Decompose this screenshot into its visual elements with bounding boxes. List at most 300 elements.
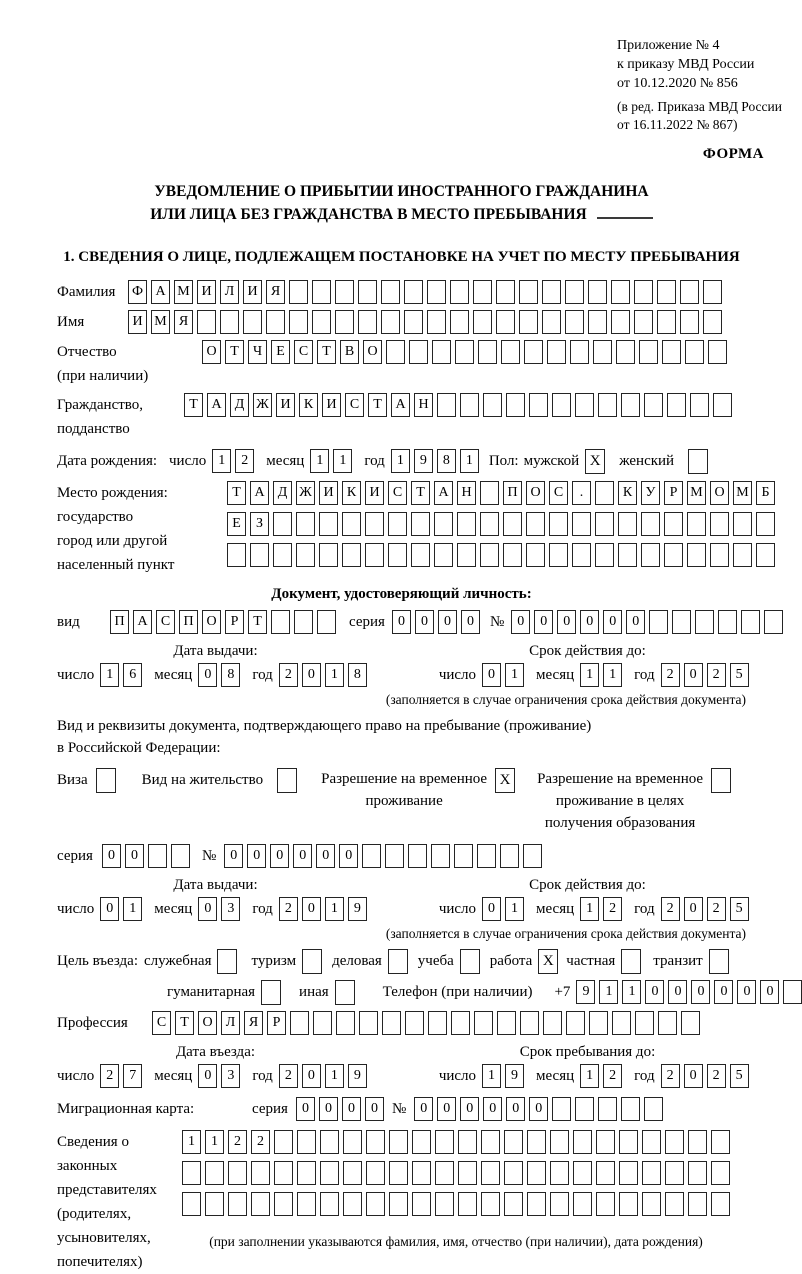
char-box[interactable]: [519, 310, 538, 334]
char-box[interactable]: [519, 280, 538, 304]
char-box[interactable]: [205, 1161, 224, 1185]
char-box[interactable]: [641, 512, 660, 536]
char-box[interactable]: [657, 280, 676, 304]
char-box[interactable]: А: [391, 393, 410, 417]
char-box[interactable]: [312, 310, 331, 334]
char-box[interactable]: М: [687, 481, 706, 505]
char-box[interactable]: [474, 1011, 493, 1035]
char-box[interactable]: 8: [437, 449, 456, 473]
char-box[interactable]: 1: [505, 663, 524, 687]
char-box[interactable]: [320, 1192, 339, 1216]
char-box[interactable]: [529, 393, 548, 417]
char-box[interactable]: [572, 543, 591, 567]
char-box[interactable]: [685, 340, 704, 364]
visa-checkbox[interactable]: [96, 768, 116, 793]
char-box[interactable]: С: [152, 1011, 171, 1035]
char-box[interactable]: Е: [271, 340, 290, 364]
char-box[interactable]: [621, 1097, 640, 1121]
char-box[interactable]: [320, 1161, 339, 1185]
char-box[interactable]: Т: [225, 340, 244, 364]
char-box[interactable]: [687, 543, 706, 567]
char-box[interactable]: [250, 543, 269, 567]
char-box[interactable]: А: [434, 481, 453, 505]
char-box[interactable]: 0: [684, 1064, 703, 1088]
char-box[interactable]: [385, 844, 404, 868]
char-box[interactable]: [388, 512, 407, 536]
char-box[interactable]: 0: [603, 610, 622, 634]
char-box[interactable]: [611, 310, 630, 334]
char-box[interactable]: 0: [534, 610, 553, 634]
char-box[interactable]: 6: [123, 663, 142, 687]
char-box[interactable]: [313, 1011, 332, 1035]
char-box[interactable]: [665, 1161, 684, 1185]
char-box[interactable]: [496, 280, 515, 304]
char-box[interactable]: [718, 610, 737, 634]
char-box[interactable]: [523, 844, 542, 868]
char-box[interactable]: [411, 543, 430, 567]
char-box[interactable]: 2: [707, 663, 726, 687]
char-box[interactable]: [480, 481, 499, 505]
char-box[interactable]: С: [345, 393, 364, 417]
char-box[interactable]: 1: [182, 1130, 201, 1154]
char-box[interactable]: Т: [175, 1011, 194, 1035]
char-box[interactable]: [343, 1130, 362, 1154]
char-box[interactable]: [197, 310, 216, 334]
char-box[interactable]: [504, 1130, 523, 1154]
char-box[interactable]: К: [299, 393, 318, 417]
char-box[interactable]: А: [151, 280, 170, 304]
char-box[interactable]: М: [151, 310, 170, 334]
char-box[interactable]: [496, 310, 515, 334]
char-box[interactable]: Я: [244, 1011, 263, 1035]
char-box[interactable]: 2: [100, 1064, 119, 1088]
char-box[interactable]: [289, 310, 308, 334]
char-box[interactable]: И: [319, 481, 338, 505]
char-box[interactable]: 2: [603, 897, 622, 921]
char-box[interactable]: [251, 1192, 270, 1216]
char-box[interactable]: [527, 1161, 546, 1185]
char-box[interactable]: [550, 1130, 569, 1154]
char-box[interactable]: [710, 543, 729, 567]
char-box[interactable]: З: [250, 512, 269, 536]
char-box[interactable]: [526, 543, 545, 567]
char-box[interactable]: [366, 1192, 385, 1216]
char-box[interactable]: 1: [580, 897, 599, 921]
char-box[interactable]: 7: [123, 1064, 142, 1088]
char-box[interactable]: [741, 610, 760, 634]
char-box[interactable]: 2: [707, 1064, 726, 1088]
char-box[interactable]: [458, 1161, 477, 1185]
char-box[interactable]: 0: [247, 844, 266, 868]
char-box[interactable]: Н: [457, 481, 476, 505]
char-box[interactable]: [358, 310, 377, 334]
char-box[interactable]: [764, 610, 783, 634]
char-box[interactable]: Б: [756, 481, 775, 505]
char-box[interactable]: [756, 543, 775, 567]
work-checkbox[interactable]: X: [538, 949, 558, 974]
char-box[interactable]: 0: [714, 980, 733, 1004]
char-box[interactable]: [501, 340, 520, 364]
char-box[interactable]: [688, 1130, 707, 1154]
char-box[interactable]: 1: [100, 663, 119, 687]
char-box[interactable]: [335, 280, 354, 304]
char-box[interactable]: [228, 1161, 247, 1185]
char-box[interactable]: 0: [437, 1097, 456, 1121]
char-box[interactable]: 1: [580, 1064, 599, 1088]
char-box[interactable]: 0: [316, 844, 335, 868]
char-box[interactable]: [565, 280, 584, 304]
char-box[interactable]: О: [710, 481, 729, 505]
char-box[interactable]: Р: [225, 610, 244, 634]
char-box[interactable]: [710, 512, 729, 536]
char-box[interactable]: [409, 340, 428, 364]
char-box[interactable]: [595, 512, 614, 536]
char-box[interactable]: [455, 340, 474, 364]
char-box[interactable]: С: [388, 481, 407, 505]
char-box[interactable]: М: [733, 481, 752, 505]
char-box[interactable]: [542, 310, 561, 334]
char-box[interactable]: 0: [296, 1097, 315, 1121]
char-box[interactable]: [182, 1161, 201, 1185]
char-box[interactable]: 2: [707, 897, 726, 921]
char-box[interactable]: О: [526, 481, 545, 505]
char-box[interactable]: 8: [221, 663, 240, 687]
char-box[interactable]: [596, 1192, 615, 1216]
char-box[interactable]: [431, 844, 450, 868]
char-box[interactable]: П: [179, 610, 198, 634]
char-box[interactable]: Т: [184, 393, 203, 417]
char-box[interactable]: [662, 340, 681, 364]
char-box[interactable]: 0: [102, 844, 121, 868]
char-box[interactable]: 0: [460, 1097, 479, 1121]
char-box[interactable]: [573, 1192, 592, 1216]
char-box[interactable]: 0: [626, 610, 645, 634]
char-box[interactable]: [480, 543, 499, 567]
char-box[interactable]: [427, 280, 446, 304]
char-box[interactable]: Р: [664, 481, 683, 505]
char-box[interactable]: 0: [760, 980, 779, 1004]
char-box[interactable]: 0: [302, 1064, 321, 1088]
char-box[interactable]: [428, 1011, 447, 1035]
male-checkbox[interactable]: X: [585, 449, 605, 474]
char-box[interactable]: [520, 1011, 539, 1035]
char-box[interactable]: [565, 310, 584, 334]
char-box[interactable]: [434, 543, 453, 567]
char-box[interactable]: 3: [221, 897, 240, 921]
char-box[interactable]: А: [133, 610, 152, 634]
char-box[interactable]: [481, 1192, 500, 1216]
char-box[interactable]: 2: [279, 897, 298, 921]
char-box[interactable]: 1: [580, 663, 599, 687]
char-box[interactable]: 0: [365, 1097, 384, 1121]
char-box[interactable]: [642, 1161, 661, 1185]
char-box[interactable]: [273, 512, 292, 536]
temp-residence-edu-checkbox[interactable]: [711, 768, 731, 793]
char-box[interactable]: [294, 610, 313, 634]
char-box[interactable]: 0: [293, 844, 312, 868]
char-box[interactable]: [381, 280, 400, 304]
char-box[interactable]: У: [641, 481, 660, 505]
char-box[interactable]: [297, 1192, 316, 1216]
char-box[interactable]: [573, 1161, 592, 1185]
char-box[interactable]: 9: [505, 1064, 524, 1088]
char-box[interactable]: [243, 310, 262, 334]
char-box[interactable]: [503, 512, 522, 536]
char-box[interactable]: [274, 1161, 293, 1185]
char-box[interactable]: [575, 1097, 594, 1121]
char-box[interactable]: [365, 512, 384, 536]
char-box[interactable]: 0: [270, 844, 289, 868]
char-box[interactable]: 0: [645, 980, 664, 1004]
char-box[interactable]: 0: [506, 1097, 525, 1121]
char-box[interactable]: [437, 393, 456, 417]
char-box[interactable]: 1: [599, 980, 618, 1004]
char-box[interactable]: [483, 393, 502, 417]
char-box[interactable]: 1: [205, 1130, 224, 1154]
char-box[interactable]: [427, 310, 446, 334]
char-box[interactable]: Р: [267, 1011, 286, 1035]
char-box[interactable]: [575, 393, 594, 417]
char-box[interactable]: 0: [438, 610, 457, 634]
char-box[interactable]: 0: [737, 980, 756, 1004]
char-box[interactable]: Л: [221, 1011, 240, 1035]
residence-permit-checkbox[interactable]: [277, 768, 297, 793]
char-box[interactable]: 8: [348, 663, 367, 687]
char-box[interactable]: [450, 280, 469, 304]
char-box[interactable]: Т: [411, 481, 430, 505]
char-box[interactable]: [148, 844, 167, 868]
char-box[interactable]: [388, 543, 407, 567]
char-box[interactable]: [457, 512, 476, 536]
char-box[interactable]: [570, 340, 589, 364]
char-box[interactable]: 1: [460, 449, 479, 473]
char-box[interactable]: 0: [684, 897, 703, 921]
char-box[interactable]: [336, 1011, 355, 1035]
char-box[interactable]: [434, 512, 453, 536]
char-box[interactable]: [566, 1011, 585, 1035]
private-checkbox[interactable]: [621, 949, 641, 974]
char-box[interactable]: [386, 340, 405, 364]
char-box[interactable]: 1: [603, 663, 622, 687]
char-box[interactable]: [703, 280, 722, 304]
char-box[interactable]: 1: [212, 449, 231, 473]
char-box[interactable]: [573, 1130, 592, 1154]
char-box[interactable]: [680, 310, 699, 334]
char-box[interactable]: Т: [368, 393, 387, 417]
char-box[interactable]: [435, 1192, 454, 1216]
char-box[interactable]: 0: [339, 844, 358, 868]
char-box[interactable]: [641, 543, 660, 567]
char-box[interactable]: [365, 543, 384, 567]
char-box[interactable]: К: [342, 481, 361, 505]
char-box[interactable]: 0: [198, 663, 217, 687]
char-box[interactable]: [297, 1161, 316, 1185]
char-box[interactable]: [526, 512, 545, 536]
char-box[interactable]: [220, 310, 239, 334]
char-box[interactable]: [366, 1130, 385, 1154]
char-box[interactable]: 1: [325, 1064, 344, 1088]
char-box[interactable]: [612, 1011, 631, 1035]
char-box[interactable]: [412, 1161, 431, 1185]
char-box[interactable]: [266, 310, 285, 334]
char-box[interactable]: [289, 280, 308, 304]
female-checkbox[interactable]: [688, 449, 708, 474]
char-box[interactable]: Н: [414, 393, 433, 417]
char-box[interactable]: [274, 1130, 293, 1154]
char-box[interactable]: [611, 280, 630, 304]
char-box[interactable]: [547, 340, 566, 364]
char-box[interactable]: Л: [220, 280, 239, 304]
char-box[interactable]: [588, 310, 607, 334]
char-box[interactable]: [506, 393, 525, 417]
char-box[interactable]: [695, 610, 714, 634]
char-box[interactable]: [290, 1011, 309, 1035]
char-box[interactable]: 1: [333, 449, 352, 473]
char-box[interactable]: [549, 543, 568, 567]
char-box[interactable]: [619, 1161, 638, 1185]
char-box[interactable]: [182, 1192, 201, 1216]
char-box[interactable]: [634, 280, 653, 304]
char-box[interactable]: [616, 340, 635, 364]
char-box[interactable]: 1: [325, 663, 344, 687]
char-box[interactable]: [366, 1161, 385, 1185]
char-box[interactable]: [708, 340, 727, 364]
char-box[interactable]: И: [322, 393, 341, 417]
char-box[interactable]: [408, 844, 427, 868]
char-box[interactable]: П: [110, 610, 129, 634]
char-box[interactable]: [664, 543, 683, 567]
char-box[interactable]: [389, 1130, 408, 1154]
char-box[interactable]: [665, 1192, 684, 1216]
char-box[interactable]: 0: [319, 1097, 338, 1121]
char-box[interactable]: [435, 1161, 454, 1185]
char-box[interactable]: [542, 280, 561, 304]
char-box[interactable]: 0: [684, 663, 703, 687]
char-box[interactable]: Ж: [253, 393, 272, 417]
char-box[interactable]: Е: [227, 512, 246, 536]
char-box[interactable]: [619, 1192, 638, 1216]
char-box[interactable]: [319, 543, 338, 567]
char-box[interactable]: [687, 512, 706, 536]
char-box[interactable]: [171, 844, 190, 868]
char-box[interactable]: [572, 512, 591, 536]
char-box[interactable]: 0: [414, 1097, 433, 1121]
char-box[interactable]: [733, 543, 752, 567]
char-box[interactable]: [458, 1130, 477, 1154]
char-box[interactable]: [404, 280, 423, 304]
char-box[interactable]: [478, 340, 497, 364]
char-box[interactable]: [635, 1011, 654, 1035]
char-box[interactable]: [711, 1161, 730, 1185]
char-box[interactable]: 2: [661, 897, 680, 921]
char-box[interactable]: 2: [661, 1064, 680, 1088]
char-box[interactable]: 1: [622, 980, 641, 1004]
char-box[interactable]: [713, 393, 732, 417]
char-box[interactable]: 0: [557, 610, 576, 634]
char-box[interactable]: [454, 844, 473, 868]
char-box[interactable]: [680, 280, 699, 304]
char-box[interactable]: 0: [580, 610, 599, 634]
char-box[interactable]: К: [618, 481, 637, 505]
char-box[interactable]: [477, 844, 496, 868]
char-box[interactable]: [644, 393, 663, 417]
char-box[interactable]: [273, 543, 292, 567]
char-box[interactable]: 0: [482, 663, 501, 687]
char-box[interactable]: [644, 1097, 663, 1121]
char-box[interactable]: [497, 1011, 516, 1035]
char-box[interactable]: 0: [224, 844, 243, 868]
char-box[interactable]: [595, 543, 614, 567]
char-box[interactable]: [634, 310, 653, 334]
char-box[interactable]: 0: [529, 1097, 548, 1121]
char-box[interactable]: 0: [392, 610, 411, 634]
char-box[interactable]: 9: [348, 1064, 367, 1088]
char-box[interactable]: [598, 393, 617, 417]
char-box[interactable]: [451, 1011, 470, 1035]
char-box[interactable]: 1: [391, 449, 410, 473]
humanitarian-checkbox[interactable]: [261, 980, 281, 1005]
char-box[interactable]: [658, 1011, 677, 1035]
char-box[interactable]: [343, 1192, 362, 1216]
char-box[interactable]: [621, 393, 640, 417]
char-box[interactable]: 0: [198, 1064, 217, 1088]
char-box[interactable]: 0: [691, 980, 710, 1004]
char-box[interactable]: [596, 1161, 615, 1185]
other-checkbox[interactable]: [335, 980, 355, 1005]
char-box[interactable]: [503, 543, 522, 567]
char-box[interactable]: [672, 610, 691, 634]
char-box[interactable]: С: [294, 340, 313, 364]
char-box[interactable]: Ж: [296, 481, 315, 505]
char-box[interactable]: 2: [228, 1130, 247, 1154]
char-box[interactable]: П: [503, 481, 522, 505]
char-box[interactable]: 0: [483, 1097, 502, 1121]
char-box[interactable]: 1: [325, 897, 344, 921]
char-box[interactable]: С: [156, 610, 175, 634]
char-box[interactable]: [552, 1097, 571, 1121]
char-box[interactable]: Я: [266, 280, 285, 304]
char-box[interactable]: [312, 280, 331, 304]
char-box[interactable]: [389, 1192, 408, 1216]
char-box[interactable]: 0: [100, 897, 119, 921]
char-box[interactable]: [297, 1130, 316, 1154]
char-box[interactable]: [596, 1130, 615, 1154]
char-box[interactable]: И: [197, 280, 216, 304]
char-box[interactable]: И: [365, 481, 384, 505]
char-box[interactable]: [688, 1161, 707, 1185]
char-box[interactable]: [665, 1130, 684, 1154]
char-box[interactable]: [688, 1192, 707, 1216]
char-box[interactable]: [642, 1130, 661, 1154]
char-box[interactable]: [227, 543, 246, 567]
char-box[interactable]: [389, 1161, 408, 1185]
char-box[interactable]: [711, 1192, 730, 1216]
char-box[interactable]: В: [340, 340, 359, 364]
char-box[interactable]: [524, 340, 543, 364]
char-box[interactable]: [342, 512, 361, 536]
char-box[interactable]: [589, 1011, 608, 1035]
char-box[interactable]: Я: [174, 310, 193, 334]
char-box[interactable]: [500, 844, 519, 868]
char-box[interactable]: О: [363, 340, 382, 364]
char-box[interactable]: [598, 1097, 617, 1121]
char-box[interactable]: 2: [279, 1064, 298, 1088]
char-box[interactable]: [595, 481, 614, 505]
char-box[interactable]: [335, 310, 354, 334]
char-box[interactable]: [543, 1011, 562, 1035]
char-box[interactable]: 0: [482, 897, 501, 921]
char-box[interactable]: [703, 310, 722, 334]
